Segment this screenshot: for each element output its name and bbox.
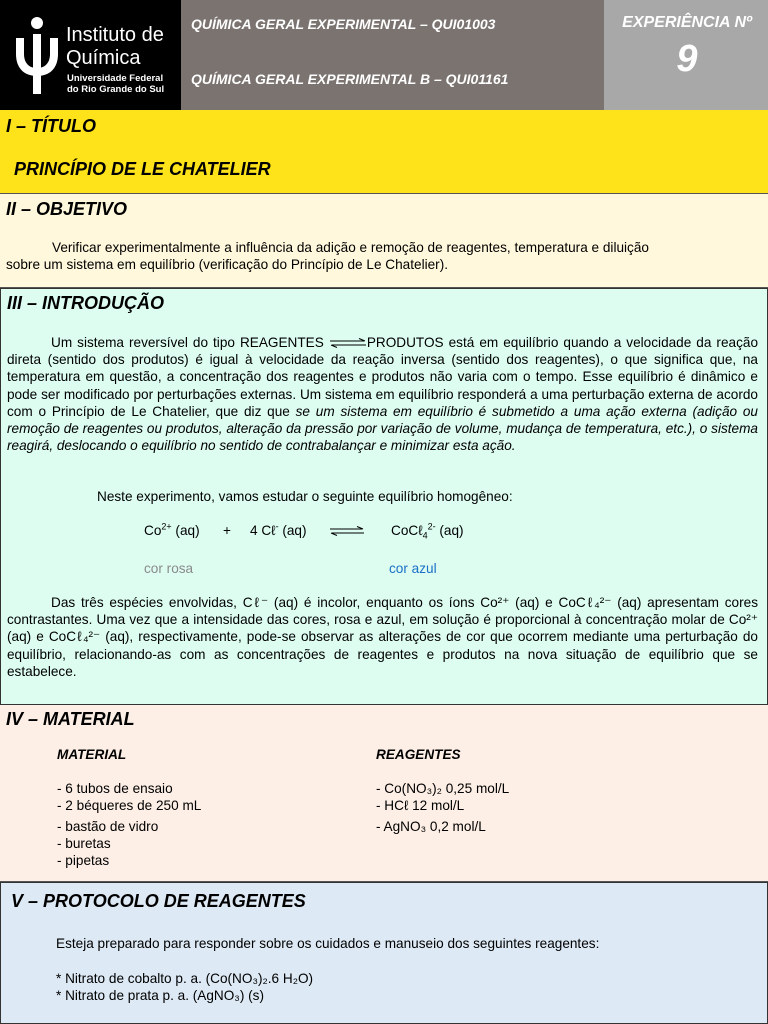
institute-logo: [0, 0, 181, 110]
eq-complex-label: CoCℓ: [391, 523, 423, 538]
intro-paragraph-3: [7, 594, 758, 680]
equation: [144, 523, 200, 538]
intro-p1-italic: se um sistema em equilíbrio é submetido a uma ação externa (adição ou remoção de reagentes ou produtos, alteração da pressão por variação de volume, mudança de temperatura, etc.), o sistema reagirá, deslocando o equilíbrio no sentido de contrabalançar e minimizar esta ação.: [7, 403, 758, 454]
eq-complex-charge: 2-: [427, 521, 436, 532]
list-item: - bastão de vidro: [57, 819, 159, 834]
list-item: - pipetas: [57, 853, 110, 868]
document-header: [0, 0, 768, 110]
color-pink-label: cor rosa: [144, 561, 194, 576]
eq-plus-sign: +: [223, 523, 231, 538]
reagents-column-header: REAGENTES: [376, 747, 461, 762]
list-item: - AgNO₃ 0,2 mol/L: [376, 819, 486, 834]
logo-name-line1: Instituto de: [66, 24, 164, 46]
section-heading: III – INTRODUÇÃO: [7, 293, 165, 313]
section-heading: V – PROTOCOLO DE REAGENTES: [11, 891, 306, 911]
eq-aq-1: (aq): [171, 523, 200, 538]
material-column-header: MATERIAL: [57, 747, 127, 762]
intro-p3-text: Das três espécies envolvidas, Cℓ⁻ (aq) é incolor, enquanto os íons Co²⁺ (aq) e CoCℓ₄²⁻ (aq) apresentam cores contrastantes. Uma vez que a intensidade das cores, rosa e azul, em solução é proporcional à concentração molar de Co²⁺ (aq) e CoCℓ₄²⁻ (aq), respectivamente, pode-se observar as alterações de cor que ocorrem mediante uma perturbação do equilíbrio, relacionando-as com as concentrações de reagentes e produtos na nova situação de equilíbrio que se estabelece.: [7, 595, 758, 679]
experiment-label: EXPERIÊNCIA Nº: [622, 14, 752, 31]
section-heading: I – TÍTULO: [6, 116, 96, 136]
eq-complex-sub: 4: [422, 530, 428, 541]
list-item: - 6 tubos de ensaio: [57, 781, 173, 796]
list-item: * Nitrato de cobalto p. a. (Co(NO₃)₂.6 H₂O): [56, 971, 314, 986]
section-introducao: [0, 288, 768, 705]
logo-university: [67, 73, 164, 95]
eq-chloride-charge: -: [275, 521, 279, 532]
list-item: - HCℓ 12 mol/L: [376, 798, 465, 813]
equilibrium-arrow-icon: [329, 526, 365, 536]
intro-paragraph-1: [7, 334, 758, 454]
color-blue-label: cor azul: [389, 561, 437, 576]
logo-sub-line1: Universidade Federal: [67, 73, 164, 84]
equilibrium-arrow-icon: [329, 338, 367, 348]
experiment-number: 9: [676, 38, 698, 80]
section-objetivo: [0, 194, 768, 288]
eq-chloride-label: 4 Cℓ: [250, 523, 276, 538]
section-titulo: [0, 110, 768, 194]
section-material: [0, 705, 768, 882]
logo-name-line2: Química: [66, 47, 141, 69]
psi-logo-icon: [10, 16, 64, 96]
eq-aq-2: (aq): [278, 523, 307, 538]
objective-line1: Verificar experimentalmente a influência da adição e remoção de reagentes, temperatura e diluição: [52, 240, 649, 255]
protocol-list: [56, 970, 313, 1004]
protocol-intro: Esteja preparado para responder sobre os cuidados e manuseio dos seguintes reagentes:: [56, 936, 600, 951]
eq-aq-3: (aq): [435, 523, 464, 538]
eq-complex: [391, 521, 464, 541]
eq-cobalt: Co: [144, 523, 162, 538]
list-item: - 2 béqueres de 250 mL: [57, 798, 202, 813]
eq-cobalt-charge: 2+: [161, 521, 172, 532]
section-protocolo: [0, 882, 768, 1024]
section-heading: IV – MATERIAL: [6, 709, 135, 729]
eq-chloride: [250, 523, 307, 538]
objective-line2: sobre um sistema em equilíbrio (verificação do Princípio de Le Chatelier).: [6, 257, 448, 272]
section-heading: II – OBJETIVO: [6, 199, 128, 219]
course-box: [181, 0, 604, 110]
reagents-list: [376, 780, 509, 835]
experiment-box: [604, 0, 768, 110]
document-title: PRINCÍPIO DE LE CHATELIER: [14, 159, 271, 179]
intro-paragraph-2: Neste experimento, vamos estudar o seguinte equilíbrio homogêneo:: [97, 489, 513, 504]
list-item: - buretas: [57, 836, 111, 851]
course-title-1: QUÍMICA GERAL EXPERIMENTAL – QUI01003: [191, 16, 496, 32]
materials-list: [57, 780, 201, 869]
list-item: - Co(NO₃)₂ 0,25 mol/L: [376, 781, 510, 796]
intro-p1-start: Um sistema reversível do tipo REAGENTES: [51, 335, 324, 350]
intro-p1-body: PRODUTOS está em equilíbrio quando a velocidade da reação direta (sentido dos produtos) é igual à velocidade da reação inversa (sentido dos reagentes), o que significa que, na temperatura em questão, a concentração dos reagentes e produtos não varia com o tempo. Esse equilíbrio é dinâmico e pode ser modificado por perturbações externas. Um sistema em equilíbrio responderá a uma perturbação externa de acordo com o Princípio de Le Chatelier, que diz que: [7, 335, 758, 419]
logo-sub-line2: do Rio Grande do Sul: [67, 84, 165, 95]
course-title-2: QUÍMICA GERAL EXPERIMENTAL B – QUI01161: [191, 71, 509, 87]
list-item: * Nitrato de prata p. a. (AgNO₃) (s): [56, 988, 265, 1003]
logo-name: [66, 24, 164, 70]
